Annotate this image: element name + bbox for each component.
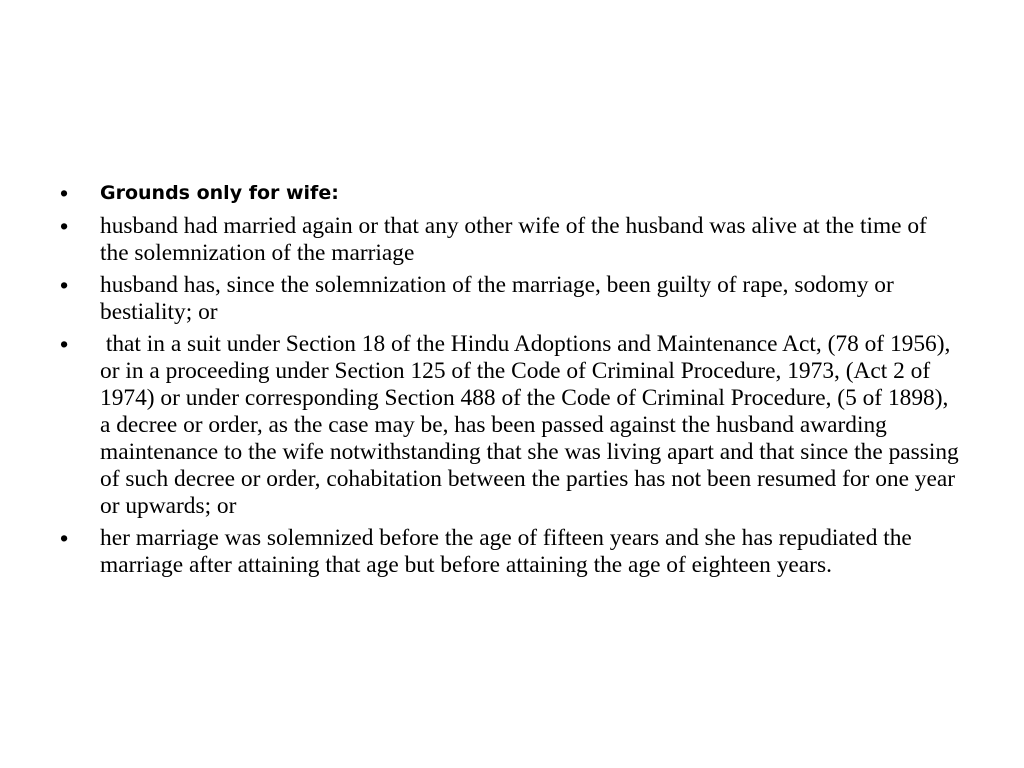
list-item-text: her marriage was solemnized before the age of fifteen years and she has repudiated the marriage after attaining that age but before attaining the age of eighteen years. <box>100 525 912 578</box>
list-item <box>60 331 965 520</box>
list-item-text: husband has, since the solemnization of the marriage, been guilty of rape, sodomy or bestiality; or <box>100 272 894 325</box>
bullet-icon: • <box>60 525 69 551</box>
bullet-icon: • <box>60 213 69 239</box>
bullet-list <box>60 180 965 584</box>
list-item-text: husband had married again or that any other wife of the husband was alive at the time of the solemnization of the marriage <box>100 213 927 266</box>
bullet-icon: • <box>60 180 69 206</box>
list-item <box>60 525 960 579</box>
bullet-icon: • <box>60 272 69 298</box>
heading-text: Grounds only for wife: <box>100 182 339 204</box>
heading-bullet <box>60 180 960 207</box>
list-item <box>60 272 960 326</box>
list-item <box>60 213 960 267</box>
bullet-icon: • <box>60 331 69 357</box>
list-item-text: that in a suit under Section 18 of the Hindu Adoptions and Maintenance Act, (78 of 1956), or in a proceeding under Section 125 of the Code of Criminal Procedure, 1973, (Act 2 of 1974) or under corresponding Section 488 of the Code of Criminal Procedure, (5 of 1898), a decree or order, as the case may be, has been passed against the husband awarding maintenance to the wife notwithstanding that she was living apart and that since the passing of such decree or order, cohabitation between the parties has not been resumed for one year or upwards; or <box>100 331 965 519</box>
